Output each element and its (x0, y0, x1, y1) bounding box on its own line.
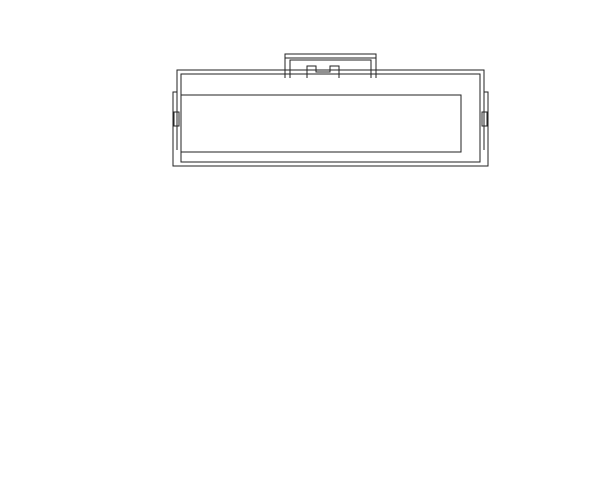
connector-diagram (0, 0, 590, 185)
connector-inner-body (181, 74, 480, 162)
